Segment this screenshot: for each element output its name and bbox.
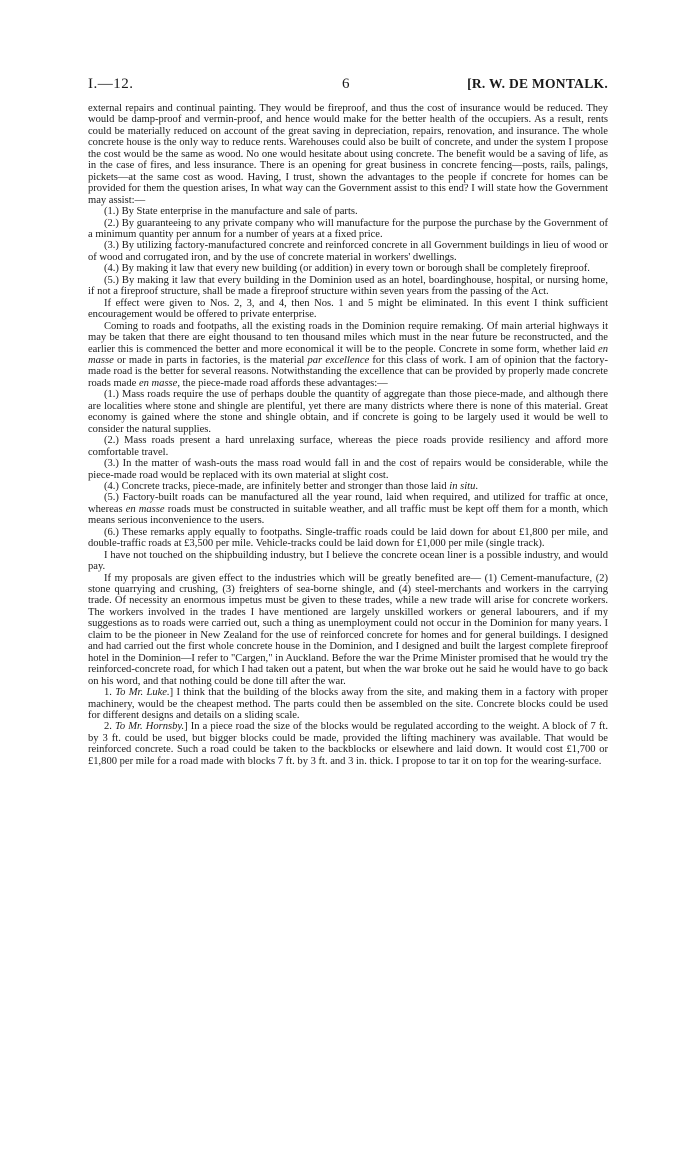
paragraph: external repairs and continual painting. They would be fireproof, and thus the cost of insurance would be reduced. They would be damp-proof and vermin-proof, and hence would make for the better health of the occupiers. As a result, rents could be materially reduced on account of the great saving in depreciation, repairs, renovation, and insurance. The whole concrete house is the only way to reduce rents. Warehouses could also be built of concrete, and under the system I propose the cost would be the same as wood. No one would hesitate about using concrete. The benefit would be a saving of life, as in the case of fires, and less insurance. There is an opening for great business in concrete fencing—posts, rails, palings, pickets—at the same cost as wood. Having, I trust, shown the advantages to the people if concrete for homes can be provided for them the question arises, In what way can the Government assist to this end? I will state how the Government may assist:— xyxy=(88,103,608,206)
paragraph: (4.) Concrete tracks, piece-made, are infinitely better and stronger than those laid in situ. xyxy=(104,480,479,492)
paragraph: If effect were given to Nos. 2, 3, and 4, then Nos. 1 and 5 might be eliminated. In this event I think sufficient encouragement would be offered to private enterprise. xyxy=(88,297,608,321)
paragraph: If my proposals are given effect to the industries which will be greatly benefited are— (1) Cement-manufacture, (2) stone quarrying and crushing, (3) freighters of sea-borne shingle, and (4) steel-merchants and workers in the carrying trade. Of necessity an enormous impetus must be given to these trades, while a new trade will arise for concrete workers. The workers involved in the trades I have mentioned are largely unskilled workers or general labourers, and if my suggestions as to roads were carried out, such a thing as unemployment could not occur in the Dominion for many years. I claim to be the pioneer in New Zealand for the use of reinforced concrete for homes and for general buildings. I designed and had carried out the first whole concrete house in the Dominion, and I designed and built the largest complete fireproof hotel in the Dominion—I refer to "Cargen," in Auckland. Before the war the Prime Minister promised that he would try the reinforced-concrete road, for which I had taken out a patent, but when the war broke out he said he would have to go back on his word, and that nothing could be done till after the war. xyxy=(88,572,608,687)
paragraph: (3.) In the matter of wash-outs the mass road would fall in and the cost of repairs would be considerable, while the piece-made road would be replaced with its own material at slight cost. xyxy=(88,458,608,481)
page-number: 6 xyxy=(342,76,350,92)
paragraph: (3.) By utilizing factory-manufactured concrete and reinforced concrete in all Government buildings in lieu of wood or of wood and corrugated iron, and by the use of concrete material in workers' dwellings. xyxy=(88,240,608,263)
paragraph: Coming to roads and footpaths, all the existing roads in the Dominion require remaking. Of main arterial highways it may be taken that there are eight thousand to ten thousand miles which must in the near future be reconstructed, and the earlier this is commenced the better and more economical it will be to the people. Concrete in some form, whether laid en masse or made in parts in factories, is the material par excellence for this class of work. I am of opinion that the factory-made road is the better for several reasons. Notwithstanding the excellence that can be provided by properly made concrete roads made en masse, the piece-made road affords these advantages:— xyxy=(88,320,608,389)
paragraph: I have not touched on the shipbuilding industry, but I believe the concrete ocean liner is a possible industry, and would pay. xyxy=(88,549,608,573)
paragraph: (1.) Mass roads require the use of perhaps double the quantity of aggregate than those piece-made, and although there are localities where stone and shingle are plentiful, yet there are many districts where there is none of this material. Great economy is gained where the stone and shingle obtain, and if concrete is going to be largely used it would be well to consider the natural supplies. xyxy=(88,389,608,435)
paragraph: (2.) By guaranteeing to any private company who will manufacture for the purpose the purchase by the Government of a minimum quantity per annum for a number of years at a fixed price. xyxy=(88,217,608,240)
paragraph: 1. To Mr. Luke.] I think that the building of the blocks away from the site, and making them in a factory with proper machinery, would be the cheapest method. The parts could then be assembled on the site. Concrete blocks could be used for different designs and details on a sliding scale. xyxy=(88,687,608,722)
paragraph: 2. To Mr. Hornsby.] In a piece road the size of the blocks would be regulated according to the weight. A block of 7 ft. by 3 ft. could be used, but bigger blocks could be made, provided the lifting machinery was available. That would be reinforced concrete. Such a road could be taken to the backblocks or elsewhere and laid down. It would cost £1,700 or £1,800 per mile for a road made with blocks 7 ft. by 3 ft. and 3 in. thick. I propose to tar it on top for the wearing-surface. xyxy=(88,721,609,767)
report-reference: I.—12. xyxy=(88,76,134,92)
paragraph: (4.) By making it law that every new building (or addition) in every town or borough shall be completely fireproof. xyxy=(104,263,590,275)
body-text xyxy=(88,103,608,767)
page-header xyxy=(88,76,608,98)
speaker-name: [R. W. DE MONTALK. xyxy=(467,76,608,91)
paragraph: (5.) Factory-built roads can be manufactured all the year round, laid when required, and utilized for traffic at once, whereas en masse roads must be constructed in suitable weather, and all traffic must be kept off them for a month, which means serious inconvenience to the users. xyxy=(88,492,609,527)
paragraph: (1.) By State enterprise in the manufacture and sale of parts. xyxy=(104,206,358,218)
paragraph: (5.) By making it law that every building in the Dominion used as an hotel, boardinghouse, hospital, or nursing home, if not a fireproof structure, shall be made a fireproof structure within seven years from the passing of the Act. xyxy=(88,274,608,298)
paragraph: (2.) Mass roads present a hard unrelaxing surface, whereas the piece roads provide resiliency and afford more comfortable travel. xyxy=(88,435,608,458)
paragraph: (6.) These remarks apply equally to footpaths. Single-traffic roads could be laid down for about £1,800 per mile, and double-traffic roads at £3,500 per mile. Vehicle-tracks could be laid down for £1,000 per mile (single track). xyxy=(88,526,608,550)
